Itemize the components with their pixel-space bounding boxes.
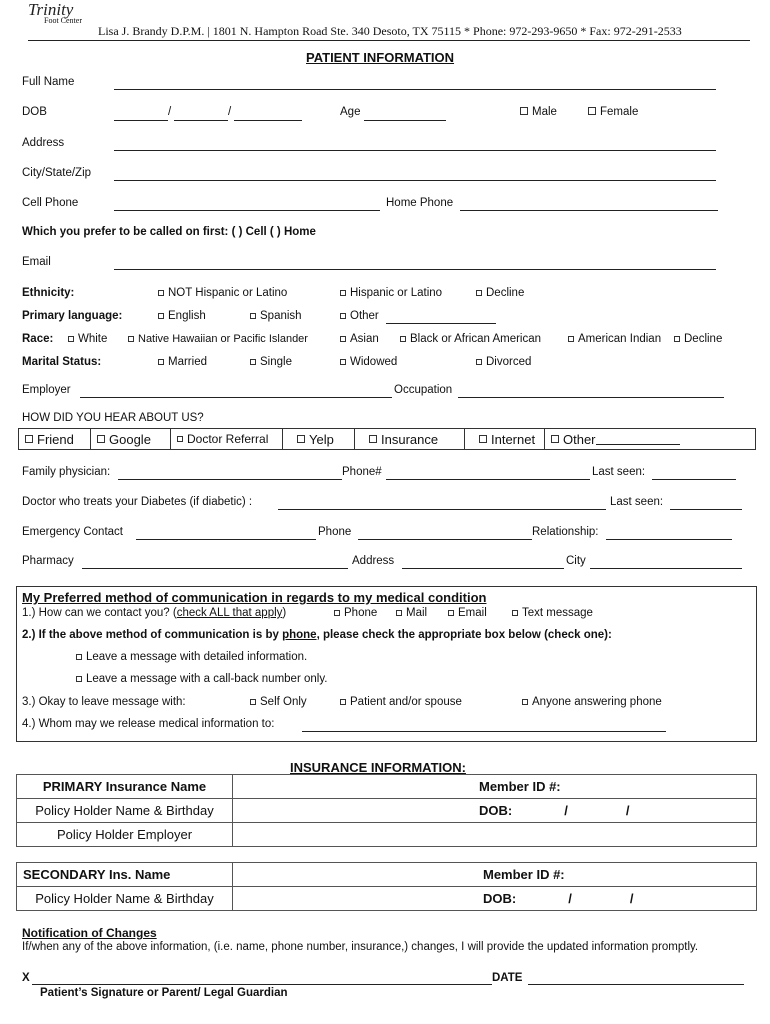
secondary-dob-cell[interactable] <box>233 887 757 911</box>
q3-self-only[interactable] <box>250 696 307 708</box>
logo-subtext: Foot Center <box>44 16 82 25</box>
header-divider <box>28 40 750 41</box>
option-label: Patient and/or spouse <box>350 696 462 708</box>
how-heard-options <box>18 428 756 450</box>
emergency-contact-label: Emergency Contact <box>22 526 123 538</box>
ethnicity-decline[interactable] <box>476 287 524 299</box>
option-label: Widowed <box>350 356 398 368</box>
checkbox-icon[interactable] <box>674 336 680 342</box>
option-label: Married <box>168 356 207 368</box>
last-seen-field[interactable] <box>652 479 736 480</box>
q3-anyone[interactable] <box>522 696 662 708</box>
dob-slash: / <box>625 803 630 818</box>
checkbox-icon[interactable] <box>522 699 528 705</box>
race-native-hawaiian[interactable] <box>128 333 308 345</box>
page-title: PATIENT INFORMATION <box>306 50 455 65</box>
family-physician-label: Family physician: <box>22 466 111 478</box>
option-label: Insurance <box>381 431 439 447</box>
checkbox-icon[interactable] <box>68 336 74 342</box>
date-field[interactable] <box>528 984 744 985</box>
option-label: Mail <box>406 607 428 619</box>
member-id-label: Member ID #: <box>483 867 565 882</box>
option-label: English <box>168 310 206 322</box>
race-label: Race: <box>22 333 54 345</box>
how-option-yelp[interactable] <box>283 429 355 449</box>
ethnicity-hispanic[interactable] <box>340 287 442 299</box>
physician-phone-label: Phone# <box>342 466 382 478</box>
option-label: Self Only <box>260 696 307 708</box>
cell-phone-label: Cell Phone <box>22 197 79 209</box>
race-black[interactable] <box>400 333 541 345</box>
checkbox-icon[interactable] <box>340 290 346 296</box>
secondary-holder-birthday-label: Policy Holder Name & Birthday <box>17 887 233 911</box>
option-label: Google <box>109 431 151 447</box>
dob-day-field[interactable] <box>174 120 228 121</box>
occupation-label: Occupation <box>394 384 453 396</box>
communication-q4: 4.) Whom may we release medical information to: <box>22 718 275 730</box>
language-other[interactable] <box>340 310 379 322</box>
employer-field[interactable] <box>80 397 392 398</box>
how-heard-label: HOW DID YOU HEAR ABOUT US? <box>22 412 204 424</box>
dob-slash: / <box>629 891 634 906</box>
race-asian[interactable] <box>340 333 379 345</box>
option-label: Other <box>563 431 596 447</box>
checkbox-icon[interactable] <box>340 359 346 365</box>
marital-widowed[interactable] <box>340 356 397 368</box>
notification-body: If/when any of the above information, (i.e. name, phone number, insurance,) changes, I will provide the updated information promptly. <box>22 941 699 953</box>
option-label: Doctor Referral <box>187 432 269 446</box>
checkbox-icon[interactable] <box>25 435 33 443</box>
occupation-field[interactable] <box>458 397 724 398</box>
contact-mail[interactable] <box>396 607 427 619</box>
city-label: City/State/Zip <box>22 167 92 179</box>
option-label: Decline <box>486 287 525 299</box>
q2-option-callback[interactable] <box>76 673 327 685</box>
primary-dob-cell[interactable] <box>233 799 757 823</box>
checkbox-icon[interactable] <box>158 359 164 365</box>
call-preference: Which you prefer to be called on first: ( ) Cell ( ) Home <box>22 226 316 238</box>
checkbox-icon[interactable] <box>476 290 482 296</box>
how-option-doctor-referral[interactable] <box>171 429 283 449</box>
option-label: Spanish <box>260 310 302 322</box>
checkbox-icon[interactable] <box>250 359 256 365</box>
option-label: Black or African American <box>410 333 542 345</box>
how-option-internet[interactable] <box>465 429 545 449</box>
family-physician-field[interactable] <box>118 479 342 480</box>
full-name-field[interactable] <box>114 89 716 90</box>
q2-emphasis: phone <box>282 629 317 641</box>
logo <box>28 0 82 27</box>
address-field[interactable] <box>114 150 716 151</box>
address-label: Address <box>22 137 65 149</box>
checkbox-icon[interactable] <box>448 610 454 616</box>
full-name-label: Full Name <box>22 76 75 88</box>
q2-suffix: , please check the appropriate box below (check one): <box>316 629 612 641</box>
secondary-insurance-name-label: SECONDARY Ins. Name <box>17 863 233 887</box>
secondary-insurance-table <box>16 862 757 911</box>
signature-x: X <box>22 972 30 984</box>
option-label: Divorced <box>486 356 532 368</box>
other-field[interactable] <box>596 434 680 445</box>
marital-married[interactable] <box>158 356 207 368</box>
email-field[interactable] <box>114 269 716 270</box>
checkbox-icon[interactable] <box>76 676 82 682</box>
male-option[interactable] <box>520 106 557 118</box>
communication-q3: 3.) Okay to leave message with: <box>22 696 186 708</box>
diabetes-doctor-field[interactable] <box>278 509 606 510</box>
language-label: Primary language: <box>22 310 123 322</box>
date-label: DATE <box>492 972 523 984</box>
checkbox-icon[interactable] <box>297 435 305 443</box>
option-label: Hispanic or Latino <box>350 287 443 299</box>
age-label: Age <box>340 106 361 118</box>
secondary-member-id-cell[interactable] <box>233 863 757 887</box>
signature-field[interactable] <box>32 984 492 985</box>
q2-prefix: 2.) If the above method of communication is by <box>22 629 283 641</box>
option-label: Native Hawaiian or Pacific Islander <box>138 333 308 345</box>
dob-slash: / <box>564 803 568 818</box>
checkbox-icon[interactable] <box>340 313 346 319</box>
ethnicity-label: Ethnicity: <box>22 287 75 299</box>
home-phone-field[interactable] <box>460 210 718 211</box>
q1-prefix: 1.) How can we contact you? ( <box>22 607 177 619</box>
diabetes-last-seen-label: Last seen: <box>610 496 664 508</box>
female-option[interactable] <box>588 106 638 118</box>
physician-phone-field[interactable] <box>386 479 590 480</box>
pharmacy-field[interactable] <box>82 568 348 569</box>
checkbox-icon[interactable] <box>551 435 559 443</box>
checkbox-icon[interactable] <box>340 699 346 705</box>
option-label: Leave a message with detailed information. <box>86 651 308 663</box>
checkbox-icon[interactable] <box>588 107 596 115</box>
email-label: Email <box>22 256 51 268</box>
checkbox-icon[interactable] <box>128 336 134 342</box>
male-label: Male <box>532 106 557 118</box>
option-label: Phone <box>344 607 378 619</box>
diabetes-last-seen-field[interactable] <box>670 509 742 510</box>
checkbox-icon[interactable] <box>97 435 105 443</box>
option-label: American Indian <box>578 333 662 345</box>
how-option-other[interactable] <box>545 429 755 449</box>
race-row <box>22 333 53 345</box>
option-label: Other <box>350 310 379 322</box>
dob-label: DOB <box>22 106 47 118</box>
language-spanish[interactable] <box>250 310 302 322</box>
checkbox-icon[interactable] <box>568 336 574 342</box>
race-decline[interactable] <box>674 333 722 345</box>
option-label: Asian <box>350 333 379 345</box>
race-american-indian[interactable] <box>568 333 661 345</box>
option-label: Leave a message with a call-back number only. <box>86 673 328 685</box>
checkbox-icon[interactable] <box>158 313 164 319</box>
q1-suffix: ) <box>282 607 287 619</box>
pharmacy-label: Pharmacy <box>22 555 74 567</box>
checkbox-icon[interactable] <box>369 435 377 443</box>
dob-label: DOB: <box>483 891 517 906</box>
last-seen-label: Last seen: <box>592 466 646 478</box>
marital-single[interactable] <box>250 356 292 368</box>
option-label: White <box>78 333 108 345</box>
dob-month-field[interactable] <box>114 120 168 121</box>
emergency-phone-field[interactable] <box>358 539 532 540</box>
checkbox-icon[interactable] <box>177 436 183 442</box>
home-phone-label: Home Phone <box>386 197 454 209</box>
primary-insurance-table <box>16 774 757 847</box>
female-label: Female <box>600 106 639 118</box>
notification-title: Notification of Changes <box>22 926 157 940</box>
option-label: Anyone answering phone <box>532 696 662 708</box>
language-english[interactable] <box>158 310 206 322</box>
contact-text[interactable] <box>512 607 593 619</box>
option-label: Decline <box>684 333 723 345</box>
primary-holder-employer-label: Policy Holder Employer <box>17 823 233 847</box>
contact-email[interactable] <box>448 607 487 619</box>
practice-info: Lisa J. Brandy D.P.M. | 1801 N. Hampton Road Ste. 340 Desoto, TX 75115 * Phone: 972-293-9650 * Fax: 972-291-2533 <box>98 24 682 38</box>
pharmacy-address-field[interactable] <box>402 568 564 569</box>
member-id-label: Member ID #: <box>479 779 561 794</box>
how-option-friend[interactable] <box>19 429 91 449</box>
checkbox-icon[interactable] <box>334 610 340 616</box>
age-field[interactable] <box>364 120 446 121</box>
emergency-phone-label: Phone <box>318 526 352 538</box>
release-info-field[interactable] <box>302 731 666 732</box>
primary-insurance-name-label: PRIMARY Insurance Name <box>17 775 233 799</box>
checkbox-icon[interactable] <box>340 336 346 342</box>
checkbox-icon[interactable] <box>250 313 256 319</box>
communication-title: My Preferred method of communication in regards to my medical condition <box>22 590 487 605</box>
dob-slash: / <box>168 106 172 118</box>
communication-q1 <box>22 607 286 619</box>
primary-member-id-cell[interactable] <box>233 775 757 799</box>
how-option-google[interactable] <box>91 429 171 449</box>
logo-text: Trinity <box>28 0 74 19</box>
contact-phone[interactable] <box>334 607 377 619</box>
checkbox-icon[interactable] <box>76 654 82 660</box>
communication-q2 <box>22 629 612 641</box>
employer-label: Employer <box>22 384 71 396</box>
emergency-contact-field[interactable] <box>136 539 316 540</box>
q3-spouse[interactable] <box>340 696 462 708</box>
cell-phone-field[interactable] <box>114 210 380 211</box>
checkbox-icon[interactable] <box>158 290 164 296</box>
relationship-field[interactable] <box>606 539 732 540</box>
marital-label: Marital Status: <box>22 356 102 368</box>
ethnicity-not-hispanic[interactable] <box>158 287 287 299</box>
option-label: Friend <box>37 431 74 447</box>
primary-employer-cell[interactable] <box>233 823 757 847</box>
q1-emphasis: check ALL that apply <box>176 607 283 619</box>
dob-year-field[interactable] <box>234 120 302 121</box>
option-label: Single <box>260 356 292 368</box>
option-label: NOT Hispanic or Latino <box>168 287 288 299</box>
pharmacy-city-label: City <box>566 555 586 567</box>
language-other-field[interactable] <box>386 323 496 324</box>
option-label: Email <box>458 607 487 619</box>
city-field[interactable] <box>114 180 716 181</box>
how-option-insurance[interactable] <box>355 429 465 449</box>
option-label: Text message <box>522 607 593 619</box>
checkbox-icon[interactable] <box>476 359 482 365</box>
signature-caption: Patient’s Signature or Parent/ Legal Guardian <box>40 987 288 999</box>
dob-slash: / <box>228 106 232 118</box>
relationship-label: Relationship: <box>532 526 599 538</box>
race-white[interactable] <box>68 333 107 345</box>
option-label: Internet <box>491 431 536 447</box>
pharmacy-city-field[interactable] <box>590 568 742 569</box>
insurance-title: INSURANCE INFORMATION: <box>290 760 466 775</box>
checkbox-icon[interactable] <box>479 435 487 443</box>
marital-divorced[interactable] <box>476 356 531 368</box>
dob-label: DOB: <box>479 803 513 818</box>
dob-slash: / <box>568 891 572 906</box>
checkbox-icon[interactable] <box>250 699 256 705</box>
pharmacy-address-label: Address <box>352 555 395 567</box>
checkbox-icon[interactable] <box>396 610 402 616</box>
checkbox-icon[interactable] <box>520 107 528 115</box>
checkbox-icon[interactable] <box>400 336 406 342</box>
q2-option-detailed[interactable] <box>76 651 307 663</box>
primary-holder-birthday-label: Policy Holder Name & Birthday <box>17 799 233 823</box>
checkbox-icon[interactable] <box>512 610 518 616</box>
diabetes-doctor-label: Doctor who treats your Diabetes (if diabetic) : <box>22 496 253 508</box>
option-label: Yelp <box>309 431 334 447</box>
